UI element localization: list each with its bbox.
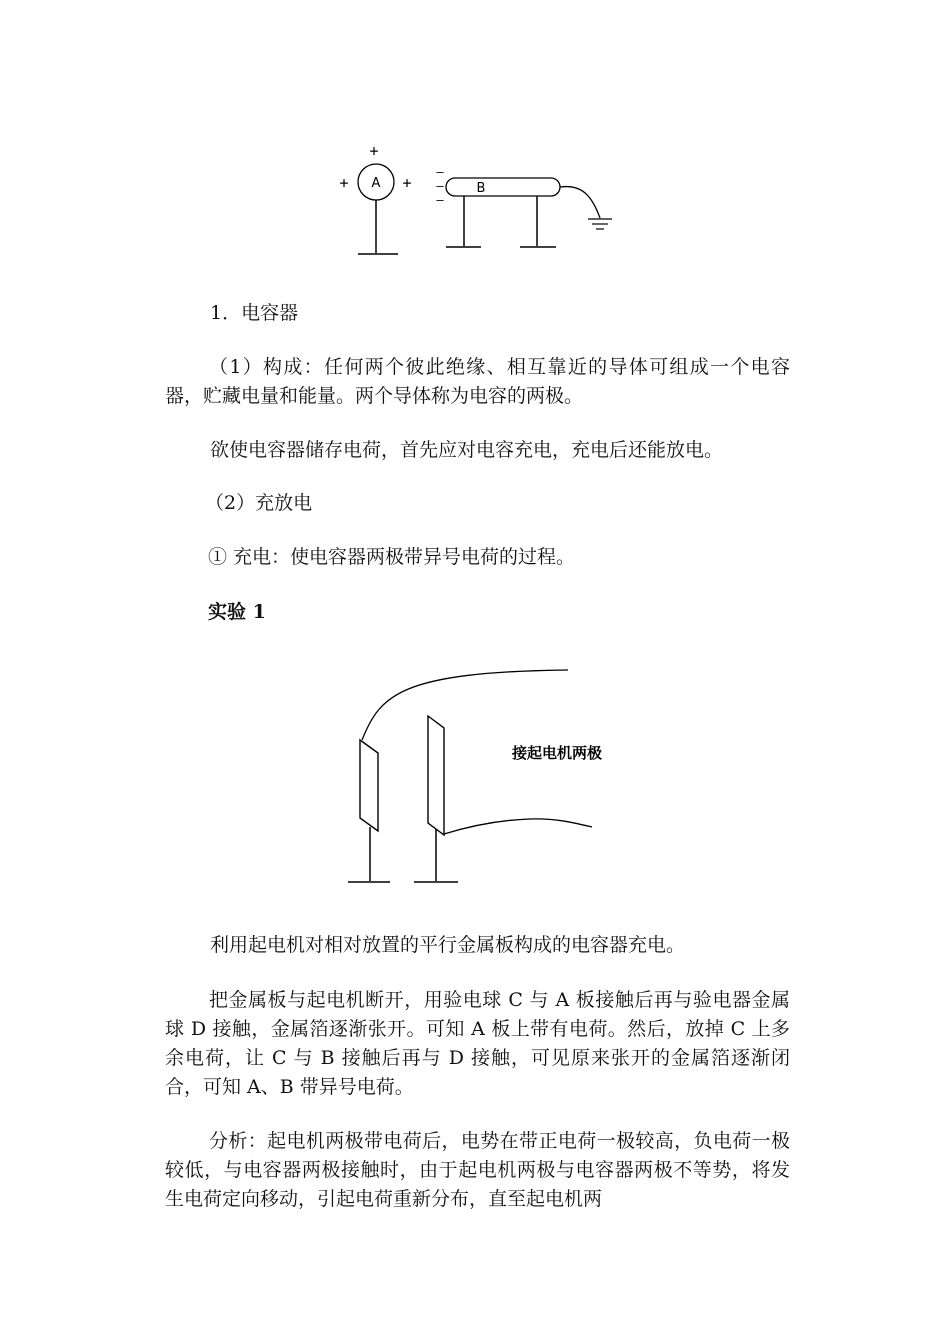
paragraph-charging-method: 利用起电机对相对放置的平行金属板构成的电容器充电。 xyxy=(210,934,686,956)
minus-1: – xyxy=(436,165,444,179)
sphere-a-label: A xyxy=(371,176,381,191)
wire-upper xyxy=(362,670,568,740)
paragraph-charge-store: 欲使电容器储存电荷，首先应对电容充电，充电后还能放电。 xyxy=(210,439,724,461)
paragraph-charging: ① 充电：使电容器两极带异号电荷的过程。 xyxy=(208,546,576,568)
plate-right xyxy=(428,716,444,835)
figure-induction xyxy=(330,140,620,265)
minus-2: – xyxy=(436,179,444,193)
heading-capacitor: 1．电容器 xyxy=(210,302,299,324)
plus-left: + xyxy=(339,174,349,192)
paragraph-analysis: 分析：起电机两极带电荷后，电势在带正电荷一极较高，负电荷一极较低，与电容器两极接触时，由于起电机两极与电容器两极不等势，将发生电荷定向移动，引起电荷重新分布，直至起电机两 xyxy=(165,1130,790,1210)
machine-poles-label: 接起电机两极 xyxy=(512,744,603,762)
ground-symbol xyxy=(588,219,612,229)
wire-lower xyxy=(444,819,592,834)
plates-diagram xyxy=(340,660,620,890)
experiment-title: 实验 1 xyxy=(208,601,266,623)
induction-diagram xyxy=(330,140,620,265)
plus-top: + xyxy=(369,142,379,160)
plate-left xyxy=(360,740,378,831)
conductor-b-label: B xyxy=(476,181,486,196)
ground-wire xyxy=(560,187,600,218)
paragraph-composition: （1）构成：任何两个彼此绝缘、相互靠近的导体可组成一个电容器，贮藏电量和能量。两个导体称为电容的两极。 xyxy=(165,356,790,407)
figure-plates xyxy=(340,660,620,890)
plus-right: + xyxy=(402,174,412,192)
heading-charge-discharge: （2）充放电 xyxy=(205,492,313,514)
paragraph-experiment-procedure: 把金属板与起电机断开，用验电球 C 与 A 板接触后再与验电器金属球 D 接触，金属箔逐渐张开。可知 A 板上带有电荷。然后，放掉 C 上多余电荷，让 C 与 B 接触后再与 D 接触，可见原来张开的金属箔逐渐闭合，可知 A、B 带异号电荷。 xyxy=(165,989,790,1098)
minus-3: – xyxy=(436,193,444,207)
conductor-b xyxy=(446,178,560,196)
